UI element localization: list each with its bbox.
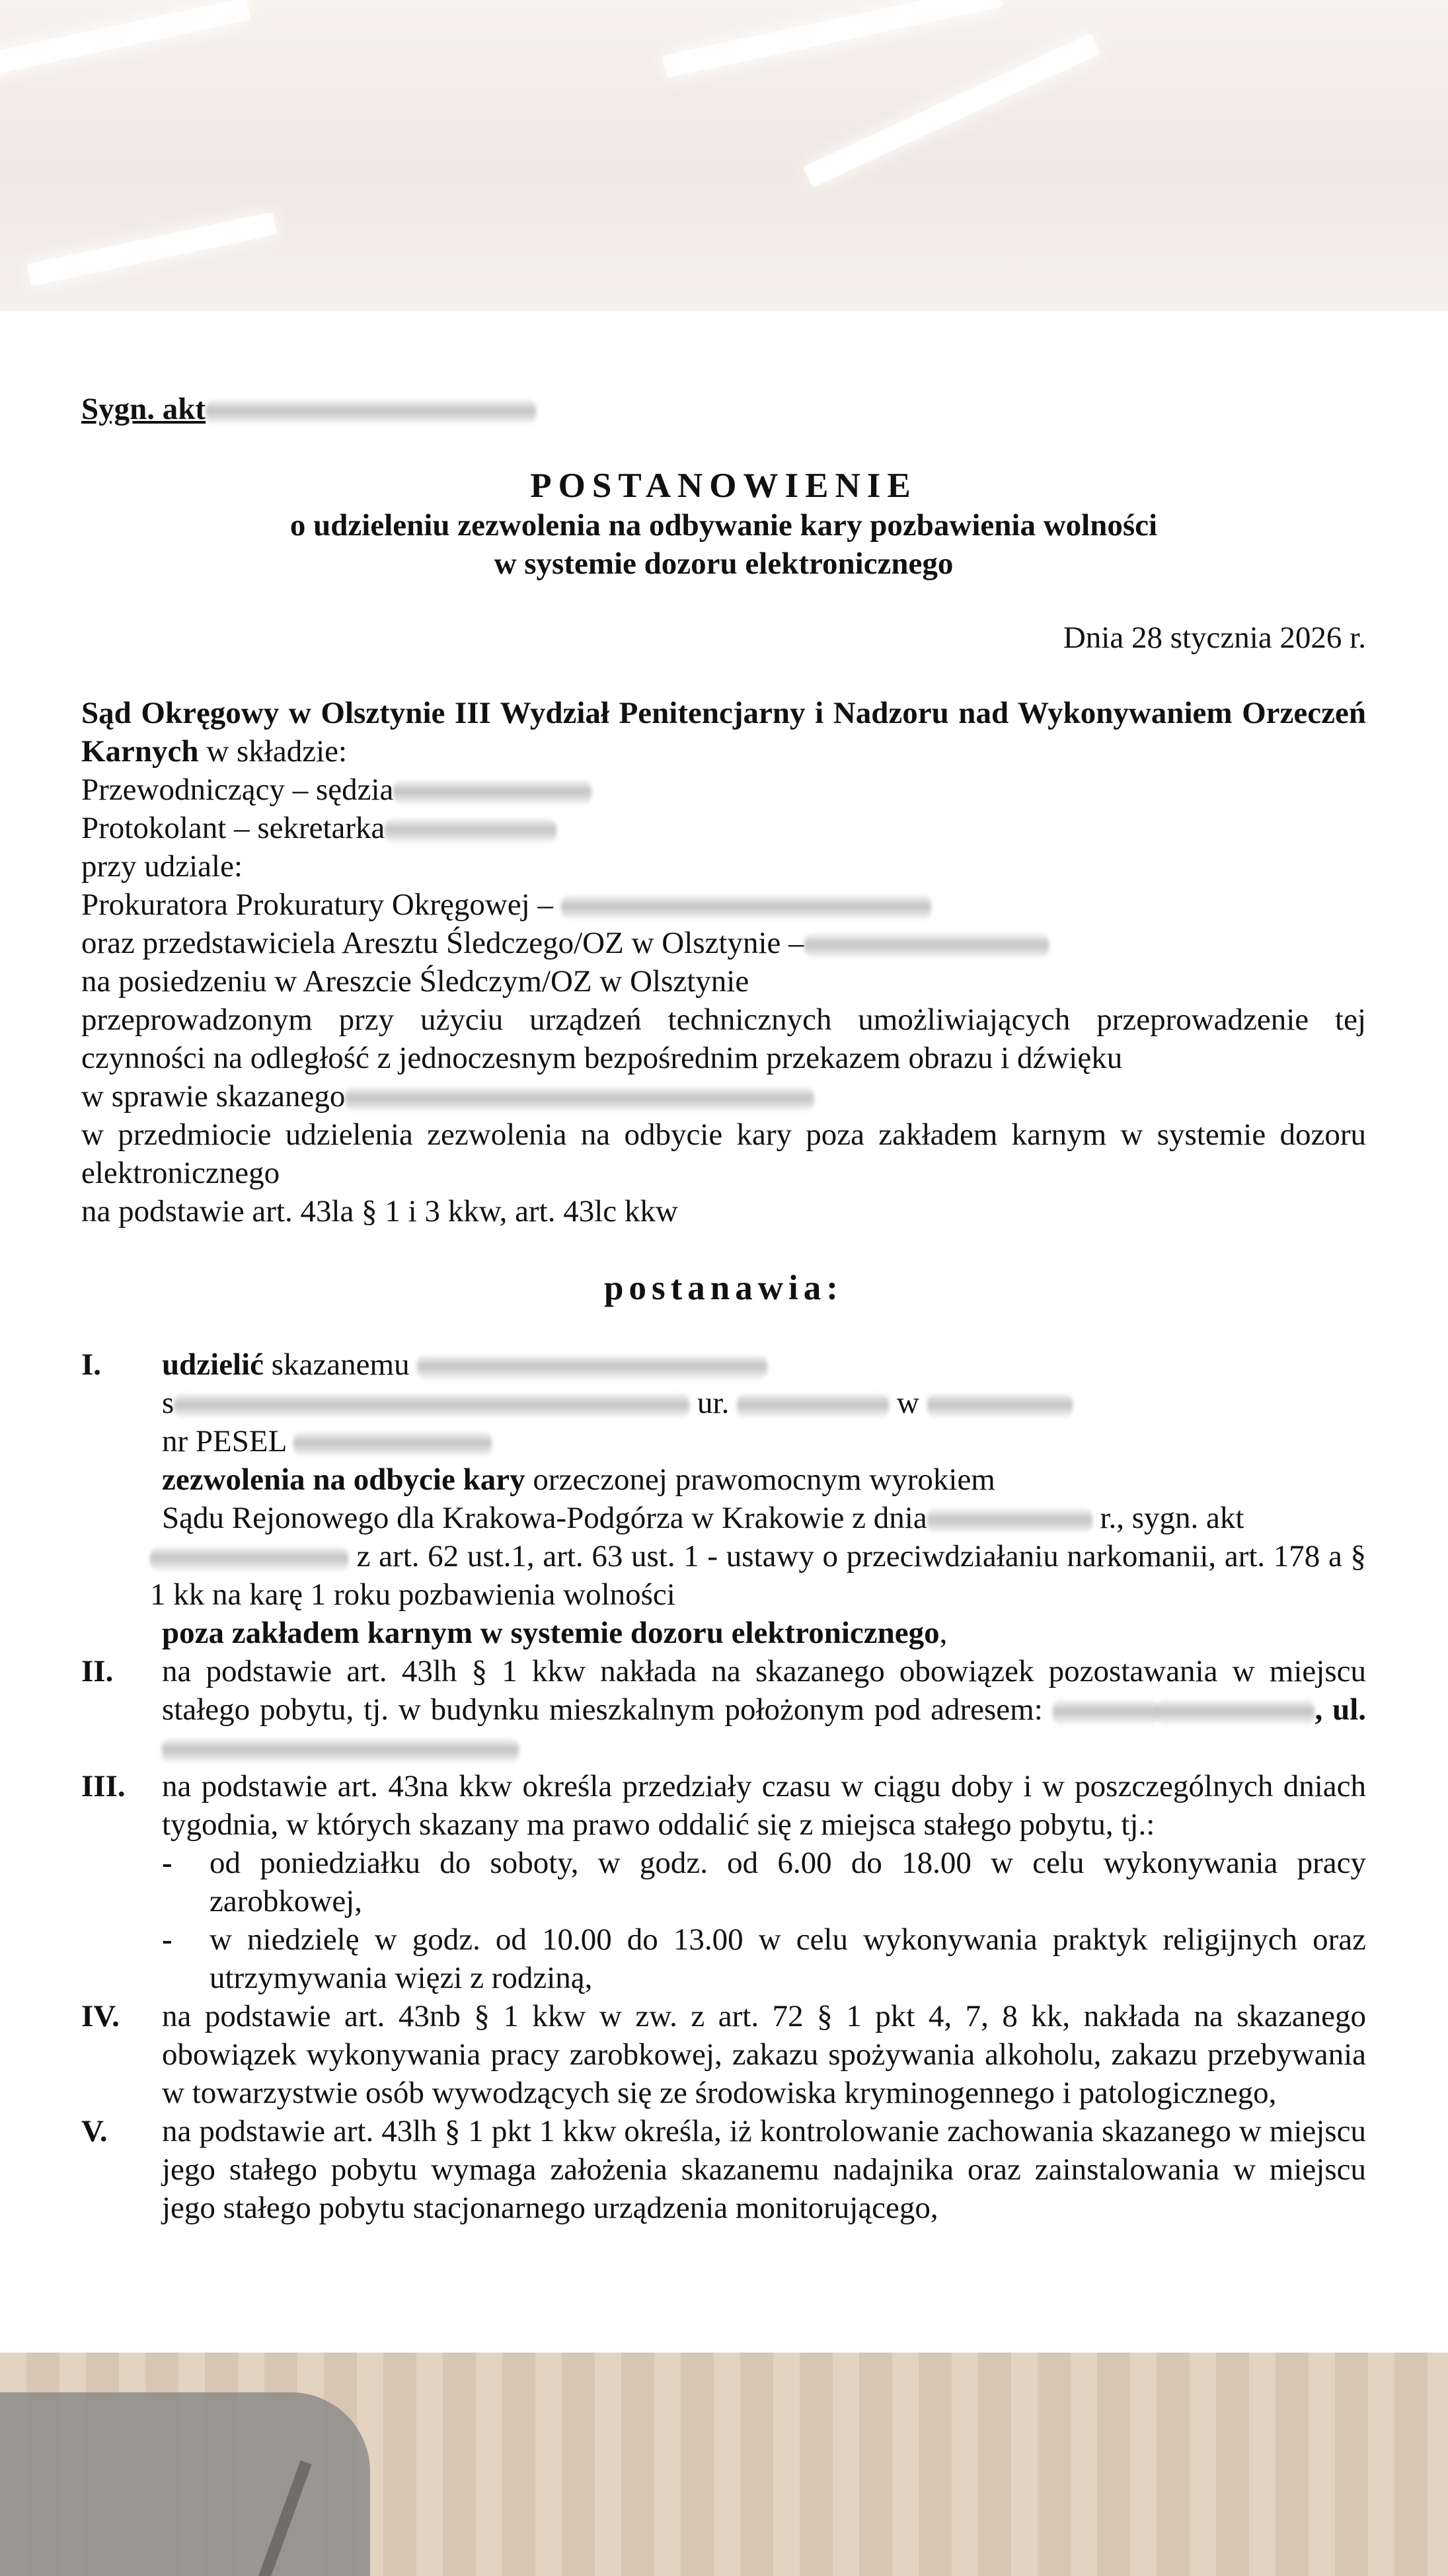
punctuation: , bbox=[939, 1616, 948, 1650]
prosecutor-line bbox=[81, 886, 1366, 924]
redacted-judgment-signature bbox=[150, 1546, 348, 1572]
subject-text: w przedmiocie udzielenia zezwolenia na odbycie kary poza zakładem karnym w systemie dozoru elektronicznego bbox=[81, 1118, 1366, 1190]
redacted-convict-name bbox=[417, 1355, 767, 1380]
judgment-articles: z art. 62 ust.1, art. 63 ust. 1 - ustawy o przeciwdziałaniu narkomanii, art. 178 a § 1 kk na karę 1 roku pozbawienia wolności bbox=[150, 1539, 1366, 1612]
redacted-convict-name bbox=[345, 1086, 814, 1112]
point-body bbox=[162, 1652, 1366, 1767]
chair-shape bbox=[0, 2392, 370, 2576]
legal-basis-text: na podstawie art. 43la § 1 i 3 kkw, art. 43lc kkw bbox=[81, 1194, 678, 1229]
time-intervals-text: na podstawie art. 43na kkw określa przedziały czasu w ciągu doby i w poszczególnych dniach tygodnia, w których skazany ma prawo oddalić się z miejsca stałego pobytu, tj.: bbox=[162, 1769, 1366, 1842]
point-5 bbox=[81, 2112, 1366, 2227]
point-body: na podstawie art. 43nb § 1 kkw w zw. z art. 72 § 1 pkt 4, 7, 8 kk, nakłada na skazanego obowiązek wykonywania pracy zarobkowej, zakazu spożywania alkoholu, zakazu przebywania w towarzystwie osób wywodzących się ze środowiska kryminogennego i patologicznego, bbox=[162, 1999, 1366, 2110]
document-subtitle-1: o udzieleniu zezwolenia na odbywanie kary pozbawienia wolności bbox=[289, 508, 1158, 543]
point-body bbox=[150, 1345, 1366, 1652]
point-number: V. bbox=[81, 2114, 108, 2148]
clerk-line bbox=[81, 809, 1366, 847]
list-dash: - bbox=[162, 1846, 172, 1880]
permit-text: orzeczonej prawomocnym wyrokiem bbox=[525, 1462, 995, 1497]
redacted-parents bbox=[174, 1393, 689, 1418]
case-of-label: w sprawie skazanego bbox=[81, 1079, 346, 1114]
redacted-prosecutor-name bbox=[561, 895, 931, 920]
prosecutor-label: Prokuratora Prokuratury Okręgowej – bbox=[81, 888, 553, 922]
redacted-street bbox=[162, 1738, 519, 1763]
ceiling-light bbox=[803, 33, 1100, 188]
court-composition bbox=[81, 694, 1366, 771]
grant-text: skazanemu bbox=[264, 1347, 410, 1382]
list-dash: - bbox=[162, 1922, 172, 1957]
ceiling-light bbox=[0, 0, 250, 77]
point-4 bbox=[81, 1997, 1366, 2112]
document-date: Dnia 28 stycznia 2026 r. bbox=[1063, 621, 1366, 655]
redacted-birth-date bbox=[737, 1393, 889, 1418]
point-number: I. bbox=[81, 1347, 102, 1382]
court-composition-text: w składzie: bbox=[198, 734, 348, 769]
point-body bbox=[162, 1767, 1366, 1997]
point-number: IV. bbox=[81, 1999, 120, 2033]
redacted-address bbox=[1053, 1700, 1159, 1725]
redacted-birthplace bbox=[927, 1393, 1073, 1418]
list-item-text: w niedzielę w godz. od 10.00 do 13.00 w celu wykonywania praktyk religijnych oraz utrzymywania więzi z rodziną, bbox=[210, 1922, 1366, 1995]
session-line: na posiedzeniu w Areszcie Śledczym/OZ w Olsztynie bbox=[81, 964, 749, 999]
redacted-clerk-name bbox=[385, 818, 556, 843]
detention-representative-label: oraz przedstawiciela Aresztu Śledczego/OZ w Olsztynie – bbox=[81, 926, 804, 960]
background-photo-room bbox=[0, 2353, 1448, 2576]
case-signature-label: Sygn. akt bbox=[81, 392, 206, 426]
ceiling-light bbox=[27, 212, 278, 286]
redacted-judgment-date bbox=[927, 1508, 1092, 1533]
grant-verb: udzielić bbox=[162, 1347, 264, 1382]
document-subtitle-2: w systemie dozoru elektronicznego bbox=[494, 547, 954, 581]
list-item bbox=[162, 1920, 1366, 1997]
point-2 bbox=[81, 1652, 1366, 1767]
ceiling-light bbox=[662, 0, 1003, 78]
background-photo-ceiling bbox=[0, 0, 1448, 311]
parent-prefix: s bbox=[162, 1386, 174, 1420]
document-content bbox=[81, 390, 1366, 2227]
decides-heading: postanawia: bbox=[604, 1269, 843, 1307]
chairman-line bbox=[81, 771, 1366, 809]
point-number: II. bbox=[81, 1654, 114, 1688]
pesel-label: nr PESEL bbox=[162, 1424, 286, 1458]
point-number: III. bbox=[81, 1769, 126, 1803]
document-title: POSTANOWIENIE bbox=[530, 467, 917, 505]
electronic-monitoring-text: poza zakładem karnym w systemie dozoru elektronicznego bbox=[162, 1616, 940, 1650]
participation-label: przy udziale: bbox=[81, 849, 243, 884]
list-item bbox=[162, 1844, 1366, 1920]
redacted-representative-name bbox=[804, 933, 1049, 958]
list-item-text: od poniedziałku do soboty, w godz. od 6.00 do 18.00 w celu wykonywania pracy zarobkowej, bbox=[210, 1846, 1366, 1918]
case-signature-line bbox=[81, 390, 1366, 428]
permit-text-bold: zezwolenia na odbycie kary bbox=[162, 1462, 525, 1497]
residence-obligation-text: na podstawie art. 43lh § 1 kkw nakłada na skazanego obowiązek pozostawania w miejscu stałego pobytu, tj. w budynku mieszkalnym położonym pod adresem: bbox=[162, 1654, 1366, 1727]
judgment-signature-label: r., sygn. akt bbox=[1092, 1501, 1244, 1535]
clerk-label: Protokolant – sekretarka bbox=[81, 811, 385, 845]
redacted-judge-name bbox=[393, 780, 591, 805]
technical-means-text: przeprowadzonym przy użyciu urządzeń technicznych umożliwiających przeprowadzenie tej czynności na odległość z jednoczesnym bezpośrednim przekazem obrazu i dźwięku bbox=[81, 1003, 1366, 1075]
redacted-city bbox=[1156, 1700, 1315, 1725]
street-label: , ul. bbox=[1315, 1692, 1367, 1727]
document-page bbox=[0, 311, 1448, 2353]
redacted-case-number bbox=[206, 399, 536, 424]
court-name: Sąd Okręgowy w Olsztynie III Wydział Penitencjarny i Nadzoru nad Wykonywaniem Orzeczeń Karnych bbox=[81, 696, 1366, 769]
birthplace-label: w bbox=[889, 1386, 927, 1420]
judgment-court: Sądu Rejonowego dla Krakowa-Podgórza w Krakowie z dnia bbox=[162, 1501, 927, 1535]
point-3 bbox=[81, 1767, 1366, 1997]
redacted-pesel bbox=[293, 1431, 492, 1457]
case-of-line bbox=[81, 1077, 1366, 1116]
born-label: ur. bbox=[689, 1386, 738, 1420]
point-body: na podstawie art. 43lh § 1 pkt 1 kkw określa, iż kontrolowanie zachowania skazanego w miejscu jego stałego pobytu wymaga założenia skazanemu nadajnika oraz zainstalowania w miejscu jego stałego pobytu stacjonarnego urządzenia monitorującego, bbox=[162, 2114, 1366, 2225]
chairman-label: Przewodniczący – sędzia bbox=[81, 773, 394, 807]
detention-representative-line bbox=[81, 924, 1366, 962]
point-1 bbox=[81, 1345, 1366, 1652]
